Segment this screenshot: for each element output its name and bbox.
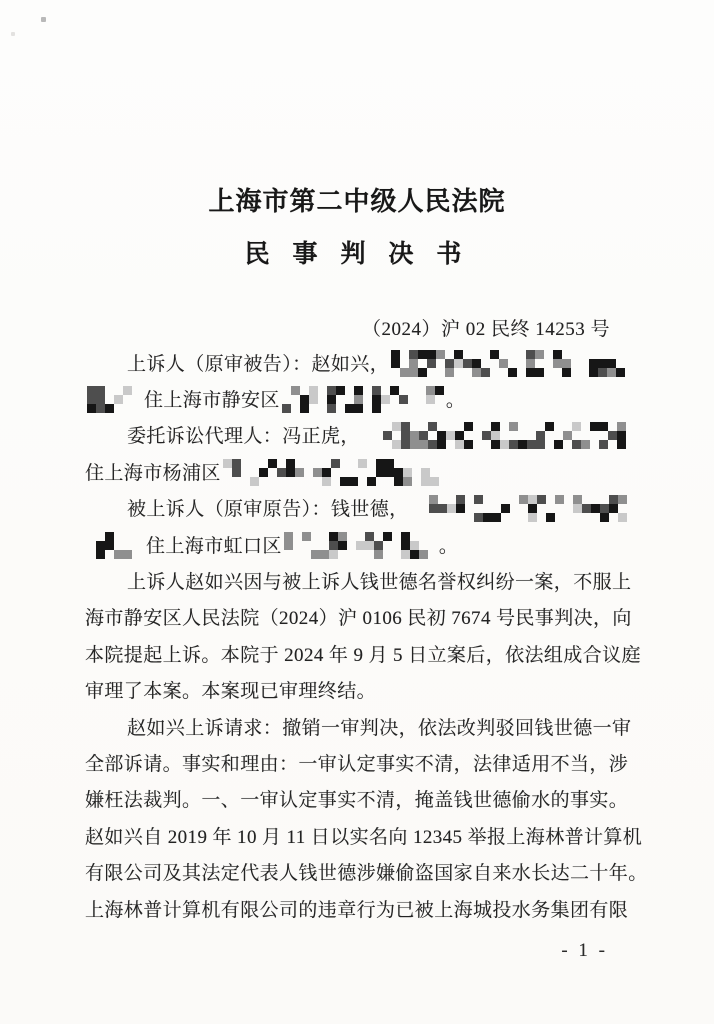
line-text: 赵如兴上诉请求：撤销一审判决，依法改判驳回钱世德一审 xyxy=(127,717,632,739)
line-text: 被上诉人（原审原告）：钱世德， xyxy=(127,499,409,521)
line-spacer xyxy=(360,434,372,435)
line-text: 住上海市静安区 xyxy=(144,390,280,412)
document-line xyxy=(85,453,633,489)
document-line xyxy=(85,890,633,926)
redaction-mosaic xyxy=(282,386,444,414)
line-spacer xyxy=(134,398,144,399)
line-text: 上诉人赵如兴因与被上诉人钱世德名誉权纠纷一案，不服上 xyxy=(127,572,632,594)
redaction-mosaic xyxy=(87,531,132,559)
court-name-title: 上海市第二中级人民法院 xyxy=(208,186,506,216)
line-text: 海市静安区人民法院（2024）沪 0106 民初 7674 号民事判决，向 xyxy=(85,608,632,630)
document-line xyxy=(85,817,643,853)
redaction-mosaic xyxy=(223,458,439,486)
document-type-title: 民 事 判 决 书 xyxy=(244,240,470,268)
document-line xyxy=(85,344,633,380)
line-text: 住上海市杨浦区 xyxy=(85,462,221,484)
document-line xyxy=(85,781,633,817)
line-text: 上诉人（原审被告）：赵如兴， xyxy=(127,353,390,375)
line-text: 赵如兴自 2019 年 10 月 11 日以实名向 12345 举报上海林普计算机 xyxy=(85,826,643,848)
line-text: 委托诉讼代理人：冯正虎， xyxy=(127,426,360,448)
page-number: - 1 - xyxy=(561,940,608,961)
redaction-mosaic xyxy=(391,349,625,377)
document-line xyxy=(85,672,633,708)
line-text: 全部诉请。事实和理由：一审认定事实不清，法律适用不当，涉 xyxy=(85,753,629,775)
redaction-mosaic xyxy=(87,386,132,414)
document-line xyxy=(85,380,633,416)
line-text: 嫌枉法裁判。一、一审认定事实不清，掩盖钱世德偷水的事实。 xyxy=(85,790,629,812)
document-line xyxy=(85,562,633,598)
line-text: 审理了本案。本案现已审理终结。 xyxy=(85,681,377,703)
line-text: 有限公司及其法定代表人钱世德涉嫌偷盗国家自来水长达二十年。 xyxy=(85,863,648,885)
redaction-mosaic xyxy=(374,422,626,450)
redaction-mosaic xyxy=(411,495,627,523)
document-line xyxy=(85,853,648,889)
line-text: 住上海市虹口区 xyxy=(146,535,282,557)
document-line xyxy=(85,599,633,635)
document-line xyxy=(85,417,633,453)
scan-artifact-speck xyxy=(11,32,15,36)
document-line xyxy=(85,490,633,526)
line-text: 。 xyxy=(438,535,459,557)
line-text: 上海林普计算机有限公司的违章行为已被上海城投水务集团有限 xyxy=(85,899,629,921)
scan-artifact-speck xyxy=(41,17,46,22)
line-spacer xyxy=(134,544,146,545)
line-text: 。 xyxy=(445,390,466,412)
redaction-mosaic xyxy=(284,531,437,559)
document-line xyxy=(85,635,641,671)
document-line xyxy=(85,744,633,780)
document-line xyxy=(85,526,633,562)
case-number: （2024）沪 02 民终 14253 号 xyxy=(361,319,610,340)
document-line xyxy=(85,708,633,744)
body-lines xyxy=(85,344,648,926)
line-text: 本院提起上诉。本院于 2024 年 9 月 5 日立案后，依法组成合议庭 xyxy=(85,644,641,666)
